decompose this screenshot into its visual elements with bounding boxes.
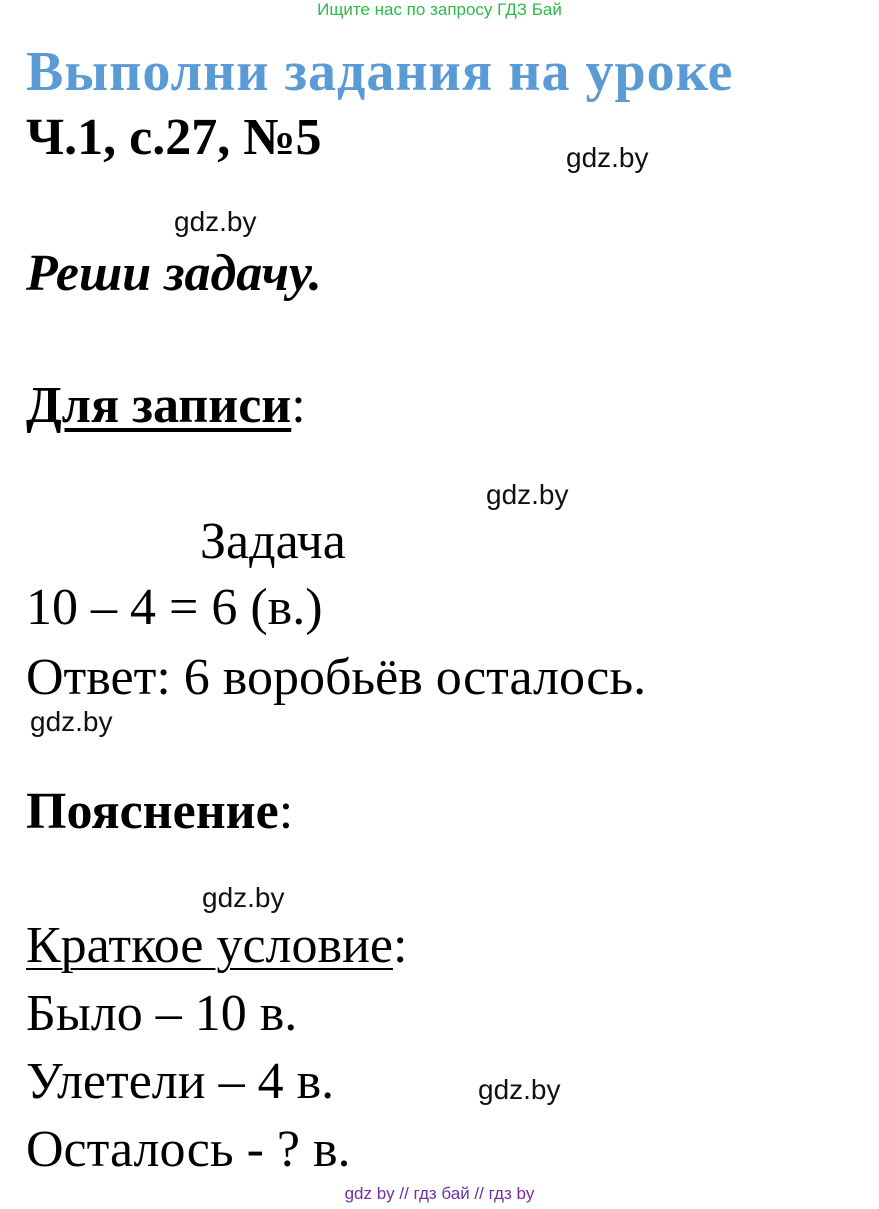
condition-line: Осталось - ? в. [26, 1121, 351, 1178]
page-title: Выполни задания на уроке [26, 41, 734, 103]
watermark: gdz.by [202, 882, 285, 913]
short-condition-heading-colon: : [392, 917, 408, 974]
record-heading-label: Для записи [26, 377, 292, 434]
footer-watermark: gdz by // гдз бай // гдз by [344, 1184, 535, 1203]
explanation-heading [26, 782, 293, 841]
record-heading [26, 376, 306, 435]
instruction-text: Реши задачу. [26, 245, 322, 302]
explanation-heading-colon: : [278, 783, 294, 840]
solution-equation: 10 – 4 = 6 (в.) [26, 579, 323, 636]
watermark: gdz.by [30, 706, 113, 737]
record-heading-colon: : [291, 377, 306, 434]
explanation-heading-label: Пояснение [26, 783, 279, 840]
watermark: gdz.by [478, 1074, 561, 1105]
solution-subtitle: Задача [200, 513, 346, 570]
condition-line: Улетели – 4 в. [26, 1053, 335, 1110]
condition-line: Было – 10 в. [26, 985, 298, 1042]
solution-answer: Ответ: 6 воробьёв осталось. [26, 649, 647, 706]
watermark: gdz.by [486, 479, 569, 510]
short-condition-heading [26, 916, 407, 975]
watermark: gdz.by [566, 142, 649, 173]
task-reference: Ч.1, с.27, №5 [26, 109, 322, 166]
watermark: gdz.by [174, 206, 257, 237]
top-banner: Ищите нас по запросу ГДЗ Бай [317, 0, 562, 19]
short-condition-heading-label: Краткое условие [26, 917, 393, 974]
